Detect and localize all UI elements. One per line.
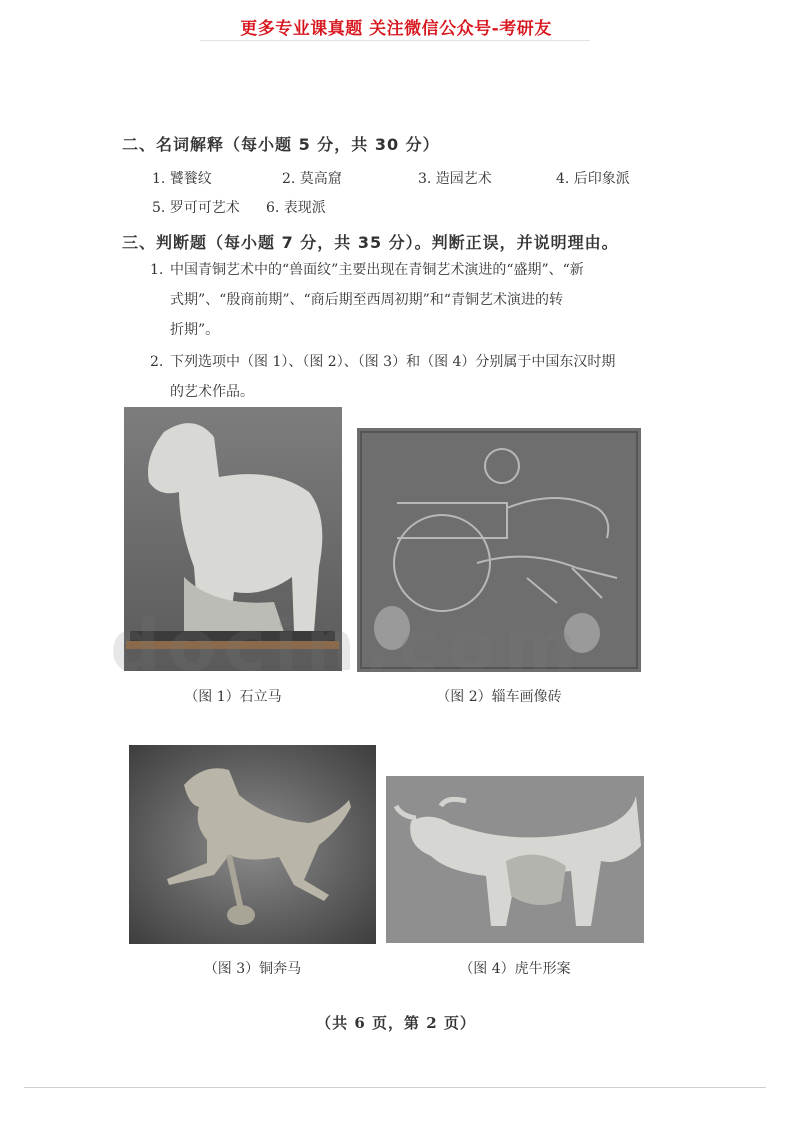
tiger-ox-table-icon [386, 776, 644, 943]
watermark: docin.com [110, 605, 585, 687]
question-1-line-3: 折期”。 [170, 322, 220, 338]
section-3-title: 三、判断题（每小题 7 分，共 35 分）。判断正误，并说明理由。 [122, 233, 619, 252]
question-1-line-1: 中国青铜艺术中的“兽面纹”主要出现在青铜艺术演进的“盛期”、“新 [170, 262, 584, 278]
section-2-title: 二、名词解释（每小题 5 分，共 30 分） [122, 135, 440, 154]
term-1: 1. 饕餮纹 [152, 171, 212, 187]
figure-4-image [386, 776, 644, 943]
term-4: 4. 后印象派 [556, 171, 630, 187]
term-3: 3. 造园艺术 [418, 171, 492, 187]
header-rule [200, 40, 590, 41]
promo-banner: 更多专业课真题 关注微信公众号-考研友 [240, 19, 552, 39]
bronze-galloping-horse-icon [129, 745, 376, 944]
figure-2-caption: （图 2）辎车画像砖 [436, 689, 562, 705]
question-1-line-2: 式期”、“殷商前期”、“商后期至西周初期”和“青铜艺术演进的转 [170, 292, 563, 308]
figure-4-caption: （图 4）虎牛形案 [459, 961, 571, 977]
figure-3-image [129, 745, 376, 944]
question-2-number: 2. [150, 354, 164, 370]
term-2: 2. 莫高窟 [282, 171, 342, 187]
figure-3-caption: （图 3）铜奔马 [203, 961, 302, 977]
page-number: （共 6 页，第 2 页） [316, 1014, 476, 1032]
question-2 [150, 347, 650, 407]
footer-rule [24, 1087, 766, 1088]
term-6: 6. 表现派 [266, 200, 326, 216]
question-2-line-2: 的艺术作品。 [170, 384, 254, 400]
question-1-number: 1. [150, 262, 164, 278]
question-1 [150, 255, 650, 345]
question-2-line-1: 下列选项中（图 1）、（图 2）、（图 3）和（图 4）分别属于中国东汉时期 [170, 354, 616, 370]
term-5: 5. 罗可可艺术 [152, 200, 240, 216]
figure-1-caption: （图 1）石立马 [184, 689, 282, 705]
